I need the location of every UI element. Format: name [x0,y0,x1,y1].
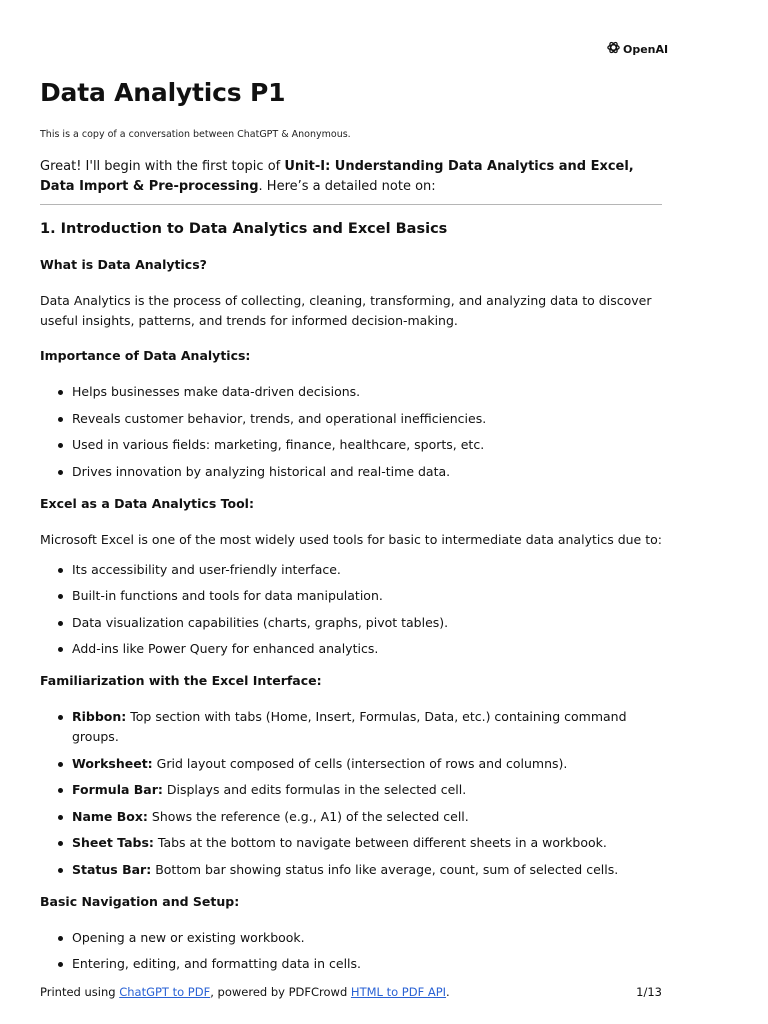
term-name-box: Name Box: [72,808,148,824]
brand-name: OpenAI [623,42,669,56]
intro-prefix: Great! I'll begin with the first topic of [40,159,285,174]
what-is-paragraph: Data Analytics is the process of collecting, cleaning, transforming, and analyzing data to discover useful insights, patterns, and trends for informed decision-making. [40,293,652,328]
excel-tool-list [40,560,662,660]
list-item [40,860,662,880]
section-heading: 1. Introduction to Data Analytics and Excel Basics [40,221,448,237]
page-number: 1/13 [636,985,662,999]
document-body [40,157,662,986]
html-to-pdf-api-link[interactable]: HTML to PDF API [350,985,447,999]
list-item: Add-ins like Power Query for enhanced analytics. [40,639,662,659]
list-item: Opening a new or existing workbook. [40,928,662,948]
importance-list [40,382,662,482]
list-item: Used in various fields: marketing, finance, healthcare, sports, etc. [40,435,662,455]
intro-paragraph [40,157,662,197]
page-subtitle: This is a copy of a conversation between ChatGPT & Anonymous. [40,129,351,140]
intro-bold: Unit-I: Understanding Data Analytics and Excel, Data Import & Pre-processing [40,159,634,194]
term-desc: Bottom bar showing status info like average, count, sum of selected cells. [151,861,619,877]
interface-list [40,707,662,880]
list-item: Data visualization capabilities (charts, graphs, pivot tables). [40,613,662,633]
chatgpt-to-pdf-link[interactable]: ChatGPT to PDF [119,985,211,999]
divider [40,204,662,205]
page-footer [40,985,662,999]
list-item: Helps businesses make data-driven decisions. [40,382,662,402]
openai-logo-icon [606,40,621,58]
term-sheet-tabs: Sheet Tabs: [72,835,154,850]
list-item: Reveals customer behavior, trends, and operational inefficiencies. [40,409,662,429]
navigation-heading: Basic Navigation and Setup: [40,893,240,909]
list-item: Entering, editing, and formatting data in cells. [40,954,662,974]
list-item [40,707,662,747]
intro-suffix: . Here’s a detailed note on: [258,179,436,194]
page-title: Data Analytics P1 [40,78,286,107]
footer-middle: , powered by PDFCrowd [210,985,351,999]
term-desc: Displays and edits formulas in the selected cell. [162,782,467,797]
importance-heading: Importance of Data Analytics: [40,348,251,363]
list-item [40,754,662,774]
navigation-list [40,928,662,975]
term-desc: Tabs at the bottom to navigate between different sheets in a workbook. [153,835,607,850]
list-item [40,833,662,853]
term-formula-bar: Formula Bar: [72,782,163,797]
brand-logo [606,40,668,58]
list-item: Built-in functions and tools for data manipulation. [40,586,662,606]
interface-heading: Familiarization with the Excel Interface: [40,673,322,688]
list-item: Its accessibility and user-friendly interface. [40,560,662,580]
footer-prefix: Printed using [40,985,120,999]
list-item [40,780,662,800]
term-desc: Shows the reference (e.g., A1) of the selected cell. [147,808,469,824]
term-ribbon: Ribbon: [72,709,127,724]
what-is-heading: What is Data Analytics? [40,257,207,272]
term-status-bar: Status Bar: [72,861,152,877]
term-worksheet: Worksheet: [72,755,153,771]
footer-suffix: . [446,985,450,999]
list-item: Drives innovation by analyzing historical and real-time data. [40,462,662,482]
excel-tool-heading: Excel as a Data Analytics Tool: [40,495,254,511]
list-item [40,807,662,827]
term-desc: Top section with tabs (Home, Insert, Formulas, Data, etc.) containing command groups. [72,709,627,744]
term-desc: Grid layout composed of cells (intersection of rows and columns). [152,755,568,771]
excel-tool-paragraph: Microsoft Excel is one of the most widely used tools for basic to intermediate data analytics due to: [40,531,662,547]
